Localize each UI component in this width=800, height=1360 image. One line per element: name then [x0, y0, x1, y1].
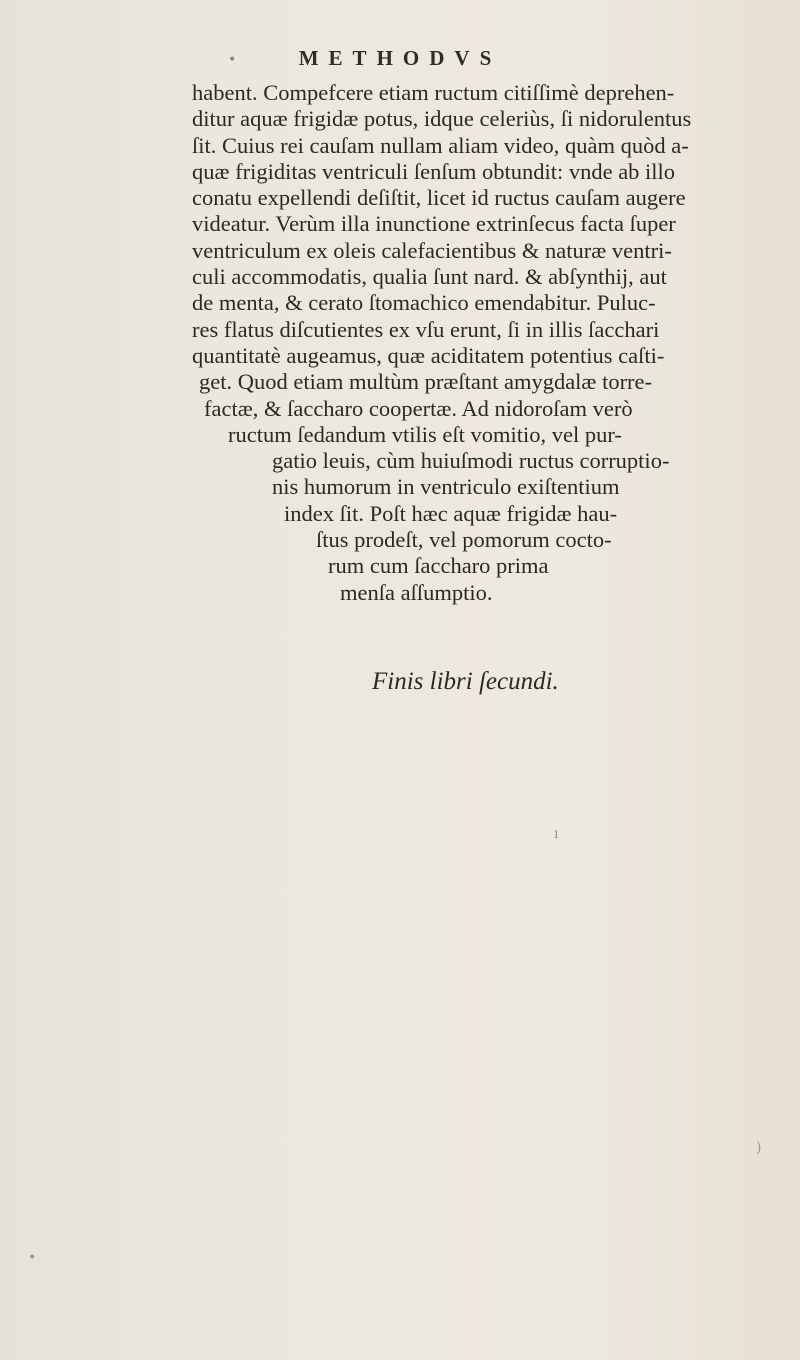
text-line: ditur aquæ frigidæ potus, idque celeriùs, ſi nidorulentus [192, 106, 692, 132]
paper-speck: ı [554, 826, 559, 842]
text-line: get. Quod etiam multùm præſtant amygdalæ torre- [199, 369, 653, 395]
text-line: habent. Compefcere etiam ructum citiſſimè deprehen- [192, 80, 675, 105]
text-line: videatur. Verùm illa inunctione extrinſecus facta ſuper [192, 211, 676, 237]
text-line: quantitatè augeamus, quæ aciditatem potentius caſti- [192, 342, 665, 368]
body-text [188, 80, 788, 606]
text-line: nis humorum in ventriculo exiſtentium [272, 474, 620, 500]
paper-speck: • [28, 1250, 37, 1266]
text-line: ſit. Cuius rei cauſam nullam aliam video, quàm quòd a- [192, 132, 689, 158]
text-line: ſtus prodeſt, vel pomorum cocto- [316, 527, 612, 553]
paper-speck: ) [756, 1140, 762, 1156]
text-line: ventriculum ex oleis calefacientibus & naturæ ventri- [192, 237, 672, 263]
running-title: METHODVS [298, 46, 502, 70]
text-line: index ſit. Poſt hæc aquæ frigidæ hau- [284, 500, 618, 526]
page-mark: • [228, 52, 237, 68]
text-line: menſa aſſumptio. [340, 579, 493, 605]
text-line: conatu expellendi deſiſtit, licet id ructus cauſam augere [192, 185, 686, 211]
text-line: ructum ſedandum vtilis eſt vomitio, vel pur- [228, 421, 622, 447]
text-line: de menta, & cerato ſtomachico emendabitur. Puluc- [192, 290, 656, 316]
text-line: quæ frigiditas ventriculi ſenſum obtundit: vnde ab illo [192, 158, 676, 184]
text-line: rum cum ſaccharo prima [328, 553, 549, 579]
text-line: gatio leuis, cùm huiuſmodi ructus corruptio- [272, 448, 670, 474]
text-line: res flatus diſcutientes ex vſu erunt, ſi in illis ſacchari [192, 316, 660, 342]
finis-line: Finis libri ſecundi. [372, 668, 559, 695]
text-line: factæ, & ſaccharo coopertæ. Ad nidoroſam verò [204, 395, 633, 421]
text-line: culi accommodatis, qualia ſunt nard. & abſynthij, aut [192, 264, 667, 290]
